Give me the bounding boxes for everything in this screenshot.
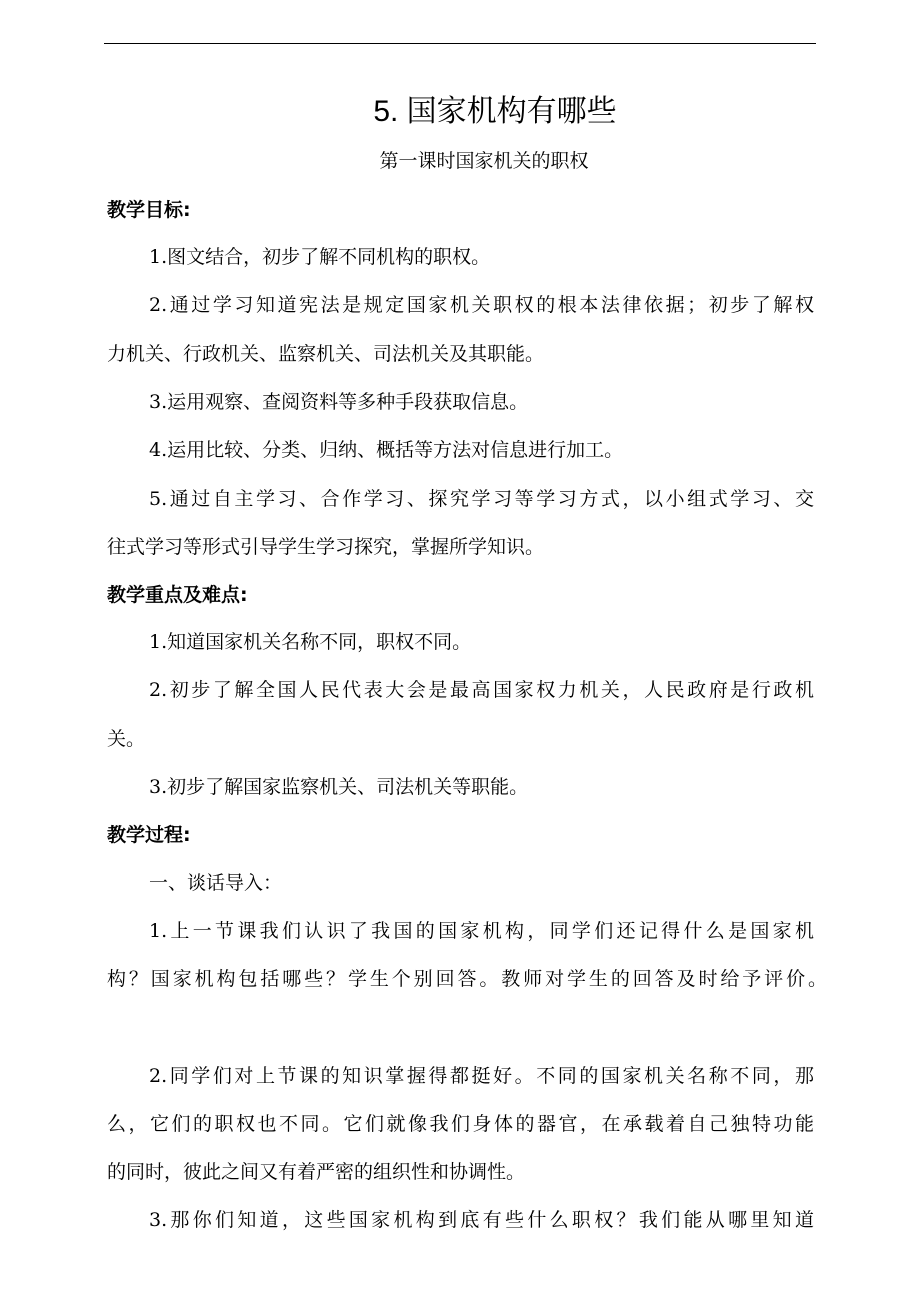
key-point-2-line-2: 关。 bbox=[107, 728, 146, 750]
objectives-heading: 教学目标: bbox=[107, 199, 191, 221]
page-title: 5. 国家机构有哪些 bbox=[373, 95, 617, 128]
process-heading: 教学过程: bbox=[107, 824, 191, 846]
key-point-1: 1.知道国家机关名称不同，职权不同。 bbox=[149, 631, 472, 653]
page-subtitle: 第一课时国家机关的职权 bbox=[379, 150, 589, 172]
process-2-line-2: 么，它们的职权也不同。它们就像我们身体的器官，在承载着自己独特功能 bbox=[107, 1113, 814, 1135]
objective-5-line-1: 5.通过自主学习、合作学习、探究学习等学习方式，以小组式学习、交 bbox=[149, 488, 814, 510]
key-point-3: 3.初步了解国家监察机关、司法机关等职能。 bbox=[149, 776, 529, 798]
key-points-heading: 教学重点及难点: bbox=[107, 584, 248, 606]
process-1-line-1: 1.上一节课我们认识了我国的国家机构，同学们还记得什么是国家机 bbox=[149, 920, 814, 942]
process-2-line-1: 2.同学们对上节课的知识掌握得都挺好。不同的国家机关名称不同，那 bbox=[149, 1065, 814, 1087]
process-1-line-2: 构？国家机构包括哪些？学生个别回答。教师对学生的回答及时给予评价。 bbox=[107, 968, 827, 990]
objective-2-line-2: 力机关、行政机关、监察机关、司法机关及其职能。 bbox=[107, 343, 545, 365]
objective-1: 1.图文结合，初步了解不同机构的职权。 bbox=[149, 246, 491, 268]
objective-3: 3.运用观察、查阅资料等多种手段获取信息。 bbox=[149, 391, 529, 413]
key-point-2-line-1: 2.初步了解全国人民代表大会是最高国家权力机关，人民政府是行政机 bbox=[149, 679, 814, 701]
process-intro: 一、谈话导入： bbox=[149, 872, 283, 894]
process-2-line-3: 的同时，彼此之间又有着严密的组织性和协调性。 bbox=[107, 1161, 526, 1183]
process-3-line-1: 3.那你们知道，这些国家机构到底有些什么职权？我们能从哪里知道 bbox=[149, 1209, 814, 1231]
objective-5-line-2: 往式学习等形式引导学生学习探究，掌握所学知识。 bbox=[107, 536, 545, 558]
objective-4: 4.运用比较、分类、归纳、概括等方法对信息进行加工。 bbox=[149, 439, 624, 461]
header-rule bbox=[104, 43, 816, 44]
objective-2-line-1: 2.通过学习知道宪法是规定国家机关职权的根本法律依据；初步了解权 bbox=[149, 294, 814, 316]
